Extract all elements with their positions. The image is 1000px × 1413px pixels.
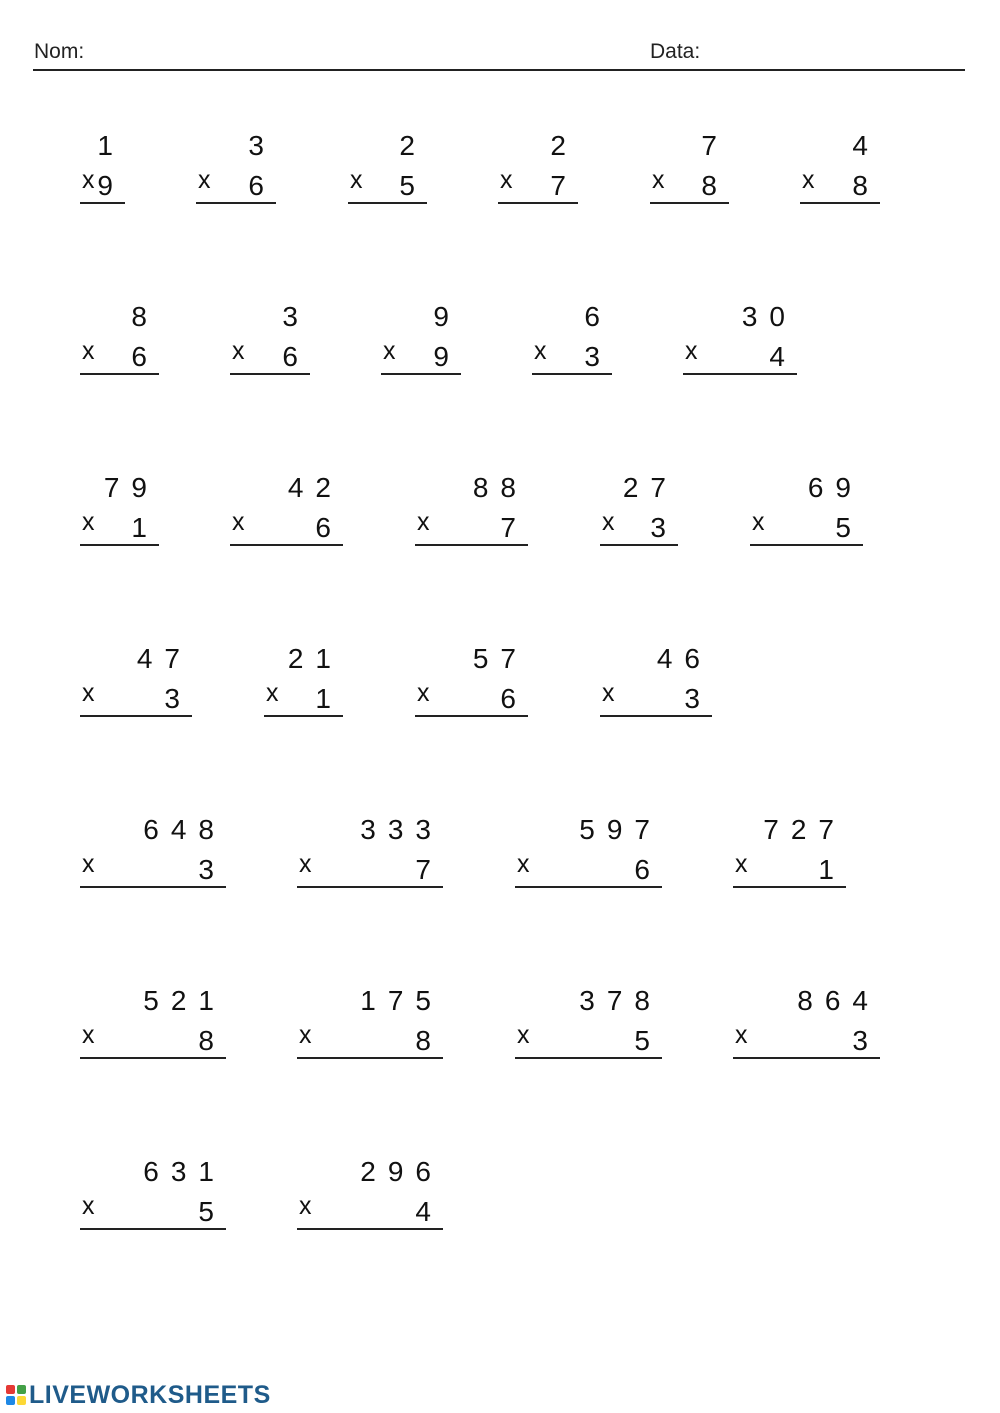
multiplicand: 1 — [97, 130, 125, 161]
multiplicand: 521 — [143, 985, 226, 1016]
answer-line — [515, 1057, 662, 1059]
times-sign: x — [735, 850, 748, 878]
multiplicand: 3 — [282, 301, 310, 332]
multiplicand: 631 — [143, 1156, 226, 1187]
multiplication-problem — [196, 130, 276, 210]
times-sign: x — [534, 337, 547, 365]
answer-line — [498, 202, 578, 204]
brand-text: LIVEWORKSHEETS — [29, 1380, 271, 1409]
times-sign: x — [735, 1021, 748, 1049]
multiplier: 5 — [835, 512, 863, 543]
multiplier: 1 — [315, 683, 343, 714]
multiplier: 5 — [399, 170, 427, 201]
multiplication-problem — [80, 643, 192, 723]
times-sign: x — [266, 679, 279, 707]
answer-line — [297, 1057, 443, 1059]
multiplication-problem — [733, 985, 880, 1065]
answer-line — [80, 715, 192, 717]
multiplicand: 21 — [287, 643, 343, 674]
multiplier: 6 — [315, 512, 343, 543]
multiplicand: 4 — [852, 130, 880, 161]
times-sign: x — [383, 337, 396, 365]
multiplication-problem — [80, 130, 125, 210]
liveworksheets-logo — [6, 1381, 271, 1409]
multiplication-problem — [297, 814, 443, 894]
answer-line — [600, 544, 678, 546]
answer-line — [600, 715, 712, 717]
answer-line — [733, 1057, 880, 1059]
multiplicand: 333 — [360, 814, 443, 845]
multiplier: 6 — [131, 341, 159, 372]
times-sign: x — [299, 1021, 312, 1049]
multiplier: 3 — [684, 683, 712, 714]
times-sign: x — [82, 1192, 95, 1220]
multiplication-problem — [80, 985, 226, 1065]
multiplicand: 46 — [656, 643, 712, 674]
multiplier: 8 — [198, 1025, 226, 1056]
multiplication-problem — [230, 472, 343, 552]
multiplier: 8 — [701, 170, 729, 201]
multiplier: 7 — [550, 170, 578, 201]
multiplier: 3 — [650, 512, 678, 543]
multiplicand: 30 — [741, 301, 797, 332]
answer-line — [80, 373, 159, 375]
times-sign: x — [232, 508, 245, 536]
multiplication-problem — [415, 472, 528, 552]
multiplier: 3 — [852, 1025, 880, 1056]
multiplication-problem — [381, 301, 461, 381]
multiplicand: 6 — [584, 301, 612, 332]
times-sign: x — [517, 1021, 530, 1049]
multiplier: 3 — [584, 341, 612, 372]
times-sign: x — [82, 850, 95, 878]
multiplicand: 864 — [797, 985, 880, 1016]
multiplier: 6 — [282, 341, 310, 372]
multiplication-problem — [498, 130, 578, 210]
multiplication-problem — [297, 985, 443, 1065]
multiplicand: 3 — [248, 130, 276, 161]
multiplication-problem — [348, 130, 427, 210]
multiplier: 1 — [131, 512, 159, 543]
times-sign: x — [82, 1021, 95, 1049]
answer-line — [80, 1057, 226, 1059]
answer-line — [196, 202, 276, 204]
times-sign: x — [517, 850, 530, 878]
multiplication-problem — [80, 301, 159, 381]
multiplicand: 296 — [360, 1156, 443, 1187]
multiplier: 9 — [433, 341, 461, 372]
times-sign: x — [82, 679, 95, 707]
multiplication-problem — [800, 130, 880, 210]
multiplicand: 727 — [763, 814, 846, 845]
answer-line — [230, 373, 310, 375]
multiplication-problem — [515, 985, 662, 1065]
times-sign: x — [752, 508, 765, 536]
answer-line — [80, 202, 125, 204]
answer-line — [80, 1228, 226, 1230]
answer-line — [650, 202, 729, 204]
answer-line — [750, 544, 863, 546]
answer-line — [348, 202, 427, 204]
multiplier: 7 — [415, 854, 443, 885]
multiplier: 4 — [769, 341, 797, 372]
times-sign: x — [802, 166, 815, 194]
multiplicand: 2 — [550, 130, 578, 161]
answer-line — [683, 373, 797, 375]
times-sign: x — [82, 337, 95, 365]
multiplication-problem — [297, 1156, 443, 1236]
multiplication-problem — [650, 130, 729, 210]
answer-line — [297, 1228, 443, 1230]
multiplicand: 88 — [472, 472, 528, 503]
answer-line — [532, 373, 612, 375]
multiplication-problem — [80, 814, 226, 894]
multiplicand: 8 — [131, 301, 159, 332]
multiplication-problem — [515, 814, 662, 894]
multiplicand: 57 — [472, 643, 528, 674]
multiplier: 4 — [415, 1196, 443, 1227]
answer-line — [381, 373, 461, 375]
date-label: Data: — [650, 40, 701, 63]
answer-line — [80, 886, 226, 888]
multiplier: 3 — [164, 683, 192, 714]
multiplier: 8 — [852, 170, 880, 201]
times-sign: x — [299, 1192, 312, 1220]
answer-line — [264, 715, 343, 717]
multiplier: 6 — [500, 683, 528, 714]
multiplier: 6 — [634, 854, 662, 885]
times-sign: x — [82, 166, 95, 194]
multiplication-problem — [683, 301, 797, 381]
multiplication-problem — [600, 472, 678, 552]
answer-line — [800, 202, 880, 204]
multiplicand: 47 — [136, 643, 192, 674]
times-sign: x — [602, 508, 615, 536]
multiplicand: 2 — [399, 130, 427, 161]
answer-line — [415, 715, 528, 717]
name-label: Nom: — [34, 40, 85, 63]
multiplicand: 378 — [579, 985, 662, 1016]
multiplication-problem — [750, 472, 863, 552]
answer-line — [297, 886, 443, 888]
multiplicand: 648 — [143, 814, 226, 845]
multiplication-problem — [600, 643, 712, 723]
multiplier: 3 — [198, 854, 226, 885]
multiplication-problem — [415, 643, 528, 723]
times-sign: x — [417, 679, 430, 707]
multiplication-problem — [532, 301, 612, 381]
multiplier: 8 — [415, 1025, 443, 1056]
multiplication-problem — [264, 643, 343, 723]
multiplication-problem — [733, 814, 846, 894]
answer-line — [230, 544, 343, 546]
multiplier: 9 — [97, 170, 125, 201]
answer-line — [80, 544, 159, 546]
times-sign: x — [417, 508, 430, 536]
times-sign: x — [232, 337, 245, 365]
multiplicand: 42 — [287, 472, 343, 503]
times-sign: x — [299, 850, 312, 878]
multiplicand: 27 — [622, 472, 678, 503]
brand-mark-icon — [6, 1385, 26, 1405]
times-sign: x — [500, 166, 513, 194]
times-sign: x — [82, 508, 95, 536]
multiplier: 1 — [818, 854, 846, 885]
times-sign: x — [685, 337, 698, 365]
answer-line — [515, 886, 662, 888]
multiplier: 6 — [248, 170, 276, 201]
multiplication-problem — [230, 301, 310, 381]
times-sign: x — [602, 679, 615, 707]
times-sign: x — [198, 166, 211, 194]
multiplicand: 9 — [433, 301, 461, 332]
multiplicand: 69 — [807, 472, 863, 503]
multiplier: 5 — [634, 1025, 662, 1056]
multiplicand: 597 — [579, 814, 662, 845]
multiplier: 5 — [198, 1196, 226, 1227]
multiplicand: 79 — [103, 472, 159, 503]
multiplicand: 175 — [360, 985, 443, 1016]
multiplication-problem — [80, 1156, 226, 1236]
times-sign: x — [652, 166, 665, 194]
answer-line — [415, 544, 528, 546]
header-underline — [33, 69, 965, 71]
multiplier: 7 — [500, 512, 528, 543]
multiplicand: 7 — [701, 130, 729, 161]
times-sign: x — [350, 166, 363, 194]
multiplication-problem — [80, 472, 159, 552]
answer-line — [733, 886, 846, 888]
